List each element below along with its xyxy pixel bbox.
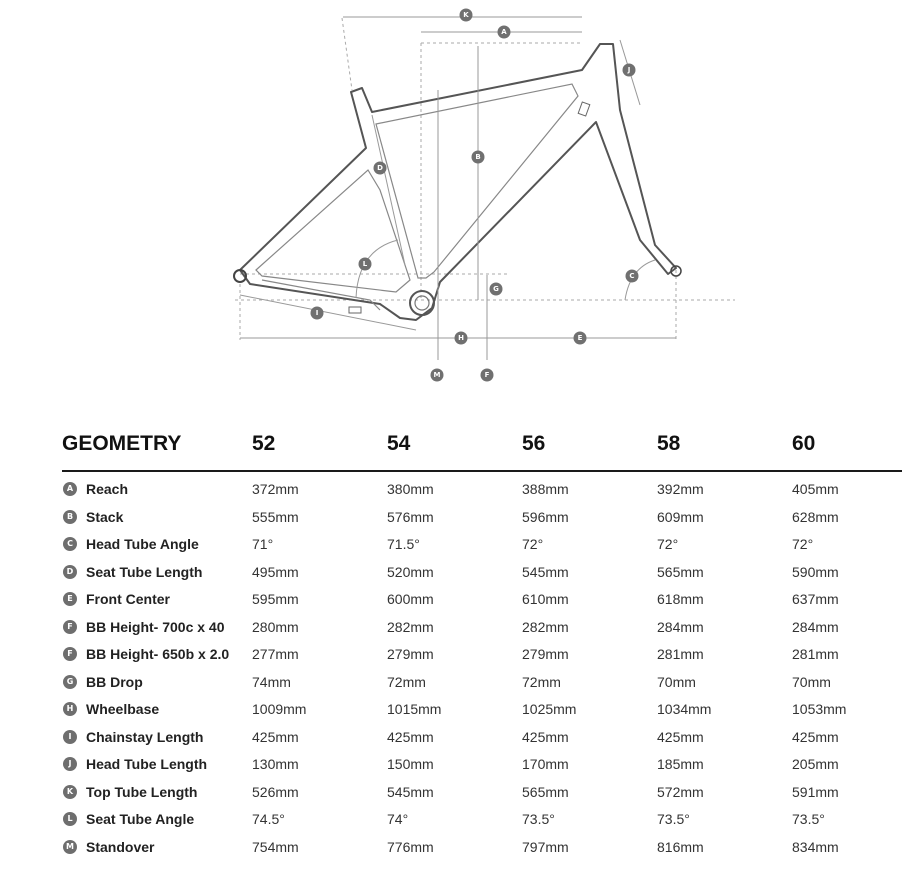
row-letter-badge: B (63, 510, 77, 524)
row-letter-badge: D (63, 565, 77, 579)
row-value-size-54: 279mm (387, 646, 434, 662)
row-value-size-60: 1053mm (792, 701, 847, 717)
row-value-size-52: 280mm (252, 618, 299, 635)
row-value-size-52: 74.5° (252, 811, 285, 827)
svg-text:H: H (458, 334, 464, 342)
row-value-size-58: 70mm (657, 673, 696, 690)
row-value-size-56: 73.5° (522, 811, 555, 827)
row-value-size-52: 1009mm (252, 701, 307, 717)
badge-i (311, 307, 324, 320)
row-label: Standover (86, 838, 155, 855)
geometry-table-header (62, 428, 902, 472)
row-value-size-58: 392mm (657, 481, 704, 497)
row-value-size-56: 72mm (522, 673, 561, 690)
row-value-size-58: 73.5° (657, 811, 690, 827)
table-row (62, 641, 902, 669)
table-row (62, 586, 902, 614)
row-value-size-54: 425mm (387, 728, 434, 745)
row-value-size-54: 71.5° (387, 536, 420, 552)
badge-l (359, 258, 372, 271)
row-letter-badge: A (63, 482, 77, 496)
row-value-size-58: 72° (657, 536, 679, 552)
row-value-size-60: 281mm (792, 646, 839, 662)
row-value-size-54: 545mm (387, 783, 434, 800)
row-value-size-54: 380mm (387, 481, 434, 497)
row-value-size-54: 576mm (387, 508, 434, 525)
table-row (62, 696, 902, 724)
row-value-size-56: 170mm (522, 756, 569, 772)
table-row (62, 751, 902, 779)
row-letter-badge: H (63, 702, 77, 716)
svg-text:B: B (475, 153, 481, 161)
row-value-size-56: 610mm (522, 591, 569, 607)
row-value-size-52: 526mm (252, 783, 299, 800)
row-value-size-60: 72° (792, 536, 814, 552)
row-value-size-56: 279mm (522, 646, 569, 662)
row-value-size-56: 596mm (522, 508, 569, 525)
table-row (62, 614, 902, 642)
row-label: Reach (86, 481, 129, 497)
row-value-size-56: 1025mm (522, 701, 577, 717)
svg-text:I: I (315, 309, 319, 317)
row-label: Head Tube Angle (86, 536, 199, 552)
frame-geometry-diagram (0, 0, 924, 400)
row-value-size-58: 1034mm (657, 701, 712, 717)
row-value-size-56: 425mm (522, 728, 569, 745)
row-letter-badge: F (63, 620, 77, 634)
row-value-size-54: 520mm (387, 563, 434, 580)
badge-j (623, 64, 636, 77)
row-letter-badge: L (63, 812, 77, 826)
row-letter-badge: K (63, 785, 77, 799)
row-label: Front Center (86, 591, 170, 607)
row-label: BB Height- 650b x 2.0 (86, 646, 230, 662)
badge-k (460, 9, 473, 22)
badge-g (490, 283, 503, 296)
row-value-size-60: 425mm (792, 728, 839, 745)
row-letter-badge: C (63, 537, 77, 551)
row-value-size-58: 618mm (657, 591, 704, 607)
table-row (62, 504, 902, 532)
svg-text:A: A (501, 28, 507, 36)
row-value-size-58: 281mm (657, 646, 704, 662)
row-value-size-54: 72mm (387, 673, 426, 690)
size-58-header: 58 (657, 432, 681, 455)
svg-text:L: L (362, 260, 368, 268)
row-label: Top Tube Length (86, 783, 198, 800)
table-row (62, 806, 902, 834)
row-value-size-52: 425mm (252, 728, 299, 745)
badge-d (374, 162, 387, 175)
table-row (62, 669, 902, 697)
row-value-size-56: 388mm (522, 481, 569, 497)
svg-text:D: D (377, 164, 383, 172)
row-value-size-60: 73.5° (792, 811, 825, 827)
badge-b (472, 151, 485, 164)
row-letter-badge: M (63, 840, 77, 854)
svg-text:G: G (493, 285, 499, 293)
row-letter-badge: I (63, 730, 77, 744)
row-label: Seat Tube Angle (86, 811, 195, 827)
row-value-size-54: 1015mm (387, 701, 442, 717)
row-value-size-52: 495mm (252, 563, 299, 580)
table-row (62, 834, 902, 862)
table-row (62, 531, 902, 559)
geometry-rows (62, 476, 902, 861)
row-value-size-58: 284mm (657, 618, 704, 635)
size-54-header: 54 (387, 432, 411, 455)
table-row (62, 476, 902, 504)
table-row (62, 779, 902, 807)
row-value-size-52: 595mm (252, 591, 299, 607)
svg-text:J: J (627, 66, 631, 74)
badge-c (626, 270, 639, 283)
row-value-size-54: 600mm (387, 591, 434, 607)
row-label: Head Tube Length (86, 756, 208, 772)
row-letter-badge: G (63, 675, 77, 689)
row-value-size-54: 282mm (387, 618, 434, 635)
row-value-size-60: 205mm (792, 756, 839, 772)
row-value-size-60: 628mm (792, 508, 839, 525)
row-value-size-52: 372mm (252, 481, 299, 497)
row-value-size-60: 405mm (792, 481, 839, 497)
geometry-table (62, 428, 902, 861)
row-value-size-60: 834mm (792, 838, 839, 855)
row-value-size-52: 277mm (252, 646, 299, 662)
row-value-size-52: 74mm (252, 673, 291, 690)
row-letter-badge: J (63, 757, 77, 771)
row-value-size-58: 185mm (657, 756, 704, 772)
row-value-size-52: 130mm (252, 756, 299, 772)
row-value-size-52: 754mm (252, 838, 299, 855)
row-label: Seat Tube Length (86, 563, 203, 580)
row-label: BB Drop (86, 673, 143, 690)
row-value-size-52: 71° (252, 536, 274, 552)
svg-text:C: C (629, 272, 635, 280)
table-title: GEOMETRY (62, 432, 182, 455)
badge-h (455, 332, 468, 345)
badge-a (498, 26, 511, 39)
size-56-header: 56 (522, 432, 546, 455)
row-value-size-60: 637mm (792, 591, 839, 607)
row-value-size-56: 282mm (522, 618, 569, 635)
row-value-size-56: 565mm (522, 783, 569, 800)
badge-f (481, 369, 494, 382)
svg-text:M: M (433, 371, 441, 379)
row-label: Wheelbase (86, 701, 160, 717)
badge-e (574, 332, 587, 345)
row-value-size-60: 590mm (792, 563, 839, 580)
row-value-size-58: 565mm (657, 563, 704, 580)
row-value-size-54: 150mm (387, 756, 434, 772)
row-letter-badge: E (63, 592, 77, 606)
row-label: Stack (86, 508, 124, 525)
size-60-header: 60 (792, 432, 816, 455)
row-value-size-52: 555mm (252, 508, 299, 525)
svg-text:E: E (577, 334, 583, 342)
row-label: BB Height- 700c x 40 (86, 618, 225, 635)
row-value-size-60: 591mm (792, 783, 839, 800)
row-value-size-58: 816mm (657, 838, 704, 855)
row-value-size-56: 545mm (522, 563, 569, 580)
row-value-size-60: 284mm (792, 618, 839, 635)
svg-text:F: F (484, 371, 490, 379)
svg-text:K: K (463, 11, 469, 19)
row-value-size-58: 572mm (657, 783, 704, 800)
row-value-size-54: 776mm (387, 838, 434, 855)
row-value-size-60: 70mm (792, 673, 831, 690)
badge-m (431, 369, 444, 382)
table-row (62, 559, 902, 587)
row-letter-badge: F (63, 647, 77, 661)
table-row (62, 724, 902, 752)
bike-frame (234, 44, 681, 320)
row-value-size-56: 72° (522, 536, 544, 552)
size-52-header: 52 (252, 432, 276, 455)
row-label: Chainstay Length (86, 728, 204, 745)
row-value-size-58: 609mm (657, 508, 704, 525)
row-value-size-54: 74° (387, 811, 409, 827)
row-value-size-58: 425mm (657, 728, 704, 745)
row-value-size-56: 797mm (522, 838, 569, 855)
